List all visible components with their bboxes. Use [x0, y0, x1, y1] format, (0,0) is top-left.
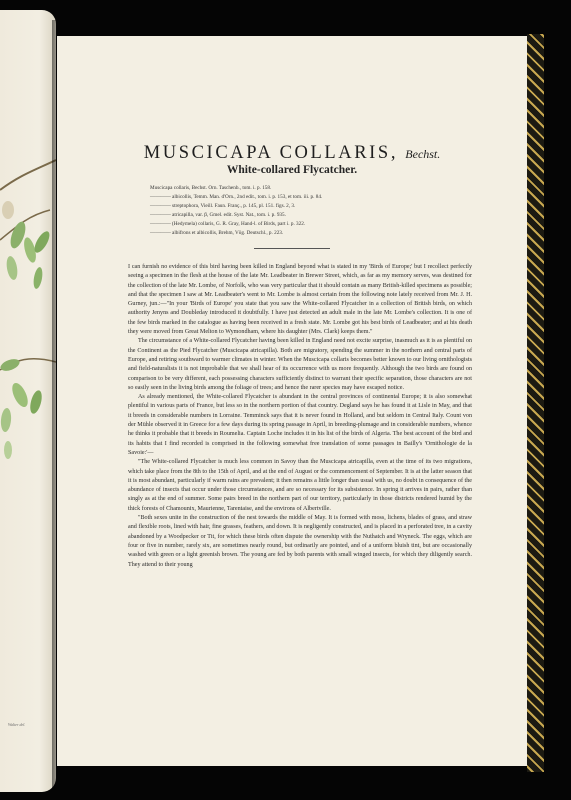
paragraph: I can furnish no evidence of this bird having been killed in England beyond what is stated in my 'Birds of Europe;' but I recollect perfectly seeing a specimen in the flesh at the house of the late Mr. Leadbeater in Brewer Street, which, as far as my memory serves, was destined for the collection of the late Mr. Lombe, of Norfolk, who was very particular that it should contain as many British-killed specimens as possible; and that the specimen I saw at Mr. Leadbeater's went to Mr. Lombe is almost certain from the following note lately received from Mr. J. H. Gurney, jun.:—"In your 'Birds of Europe' you state that you saw the White-collared Flycatcher in a collection of British birds, on which authority Jenyns and Doubleday introduced it doubtfully. I have just detected an adult male in the late Mr. Lombe's collection. It is one of the few birds marked in the catalogue as having been received in a fresh state. Mr. Lombe got his best birds of Leadbeater; and at his death they were moved from Great Melton to Wymondham, where his daughter (Mrs. Clark) keeps them."	[128, 264, 472, 336]
synonymy-line: ———— atricapilla, var. β, Gmel. edit. Syst. Nat., tom. i. p. 935.	[150, 212, 286, 218]
paragraph: "Both sexes unite in the construction of the nest towards the middle of May. It is formed with moss, lichens, blades of grass, and straw and flexible roots, lined with hair, fine grasses, feathers, and down. It is negligently constructed, and is placed in a perforated tree, in a cavity abandoned by a Woodpecker or Tit, for which these birds often dispute the ownership with the Nuthatch and Wryneck. The eggs, which are four or five in number, rarely six, are sometimes nearly round, but ordinarily are pointed, and of a uniform bluish tint, but are occasionally washed with green or a light greenish brown. The young are fed by both parents with small winged insects, for which they diligently search. They attend to their young	[128, 515, 472, 568]
common-name: White-collared Flycatcher.	[226, 164, 358, 176]
section-divider	[254, 248, 330, 249]
synonymy-line: ———— (Hedymela) collaris, G. R. Gray, Hand-l. of Birds, part i. p. 322.	[150, 221, 306, 227]
facing-plate-page	[0, 10, 56, 792]
synonymy-line: ———— albicollis, Temm. Man. d'Orn., 2nd edit., tom. i. p. 153, et tom. iii. p. 84.	[150, 194, 323, 200]
page-edge-pattern	[527, 34, 544, 772]
bird-plate-illustration	[0, 10, 56, 792]
synonymy-line: ———— albifrons et albicollis, Brehm, Vög. Deutschl., p. 223.	[150, 230, 284, 236]
species-name: MUSCICAPA COLLARIS,	[143, 143, 399, 163]
synonymy-list	[150, 184, 480, 238]
paragraph: The circumstance of a White-collared Flycatcher having been killed in England need not excite surprise, inasmuch as it is as plentiful on the Continent as the Pied Flycatcher (Muscicapa atricapilla). Both are migratory, spending the summer in the northern and central parts of Europe, and retiring southward to warmer climates in winter. When the Muscicapa collaris becomes better known to our living ornithologists and field-naturalists it is not improbable that we shall hear of its occurrence with us more frequently. Although the two birds are found on comparison to be very different, each possessing characters sufficiently distinct to warrant their specific separation, those characters are not so easily seen in the living birds among the foliage of trees; and hence the rarer species may have escaped notice.	[128, 338, 472, 391]
plate-credit: Walter del.	[8, 722, 26, 727]
paragraph: "The White-collared Flycatcher is much less common in Savoy than the Muscicapa atricapilla, even at the time of its two migrations, which take place from the 8th to the 15th of April, and at the end of August or the commencement of September. It is at the latter season that it is most abundant, particularly if warm rains are prevalent; it then remains a little longer than usual with us, no doubt in consequence of the abundance of insects that occur under those circumstances, and are so necessary for its subsistence. In spring it arrives in pairs, rather than singly as at the end of summer. Some pairs breed in the northern part of our territory, particularly in those districts rendered humid by the thick forests of Chamounix, Maurienne, Tarentaise, and the environs of Albertville.	[128, 459, 472, 512]
page-title	[57, 143, 527, 164]
body-text	[128, 263, 472, 570]
title-authority: Bechst.	[405, 147, 441, 161]
paragraph: As already mentioned, the White-collared Flycatcher is abundant in the central provinces of continental Europe; it is also somewhat plentiful in various parts of France, but less so in the northern portion of that country. Degland says he has found it at Lisle in May, and that it breeds in considerable numbers in Lorraine. Temminck says that it is never found in Holland, and but seldom in Central Italy. Count von der Mühle observed it in Greece for a few days during its spring passage in April, in breeding-plumage and in considerable numbers, whence he thinks it probable that it breeds in Roumelia. Captain Loche includes it in his list of the birds of Algeria. The best account of the bird and its habits that I find recorded is comprised in the following somewhat free translation of some passages in Bailly's 'Ornithologie de la Savoie:'—	[128, 394, 472, 456]
synonymy-line: Muscicapa collaris, Bechst. Orn. Taschenb., tom. i. p. 158.	[150, 185, 272, 191]
synonymy-line: ———— streptophora, Vieill. Faun. Franç., p. 145, pl. 151. figs. 2, 3.	[150, 203, 296, 209]
